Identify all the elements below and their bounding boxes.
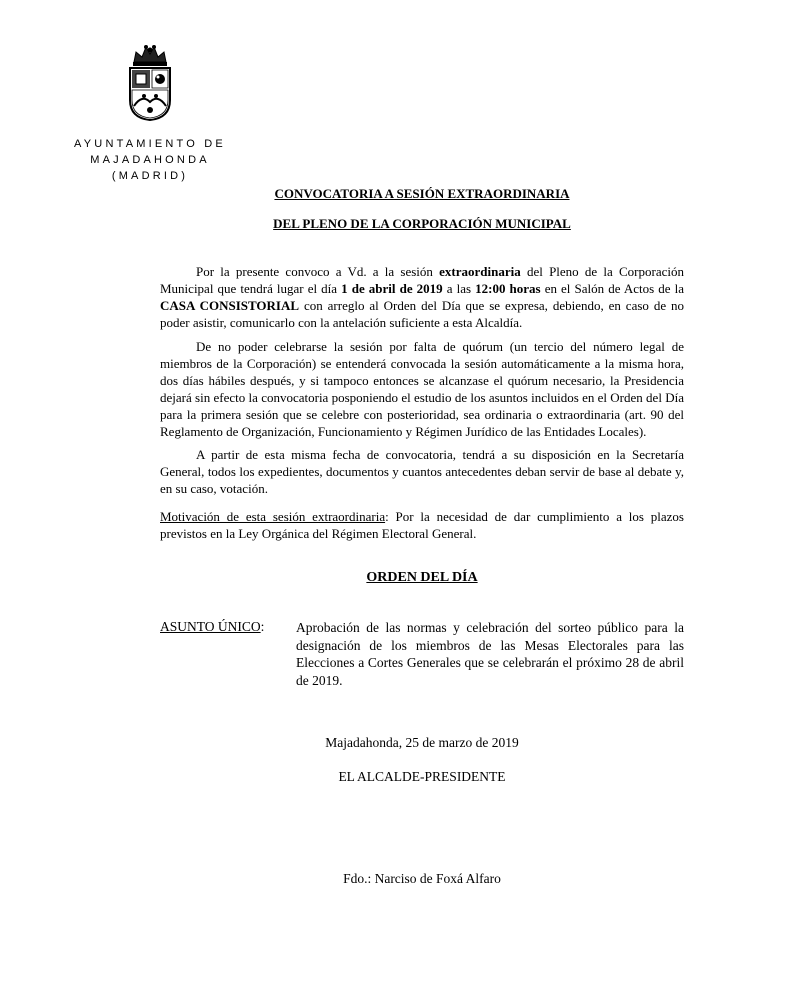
p1-text-g: en el Salón de Actos de la [540, 281, 684, 296]
municipality-line-3: (MADRID) [111, 170, 189, 182]
paragraph-documents [160, 446, 684, 497]
paragraph-convocation [160, 263, 684, 331]
document-title-line-1: CONVOCATORIA A SESIÓN EXTRAORDINARIA [274, 186, 570, 201]
paragraph-motivation [160, 508, 684, 542]
agenda-item-colon: : [260, 619, 265, 634]
p1-text-e: a las [442, 281, 476, 296]
p1-date: 1 de abril de 2019 [341, 281, 443, 296]
signatory-role: EL ALCALDE-PRESIDENTE [338, 769, 506, 784]
agenda-item-label-block [160, 619, 264, 635]
paragraph-quorum [160, 338, 684, 440]
p1-text-i: con arreglo al Orden del Día que se expresa, debiendo, en caso de no poder asistir, comunicarlo con la antelación suficiente a esta Alcaldía. [160, 298, 684, 330]
p1-text-c: del Pleno de la Corporación Municipal que tendrá lugar el día [160, 264, 684, 296]
motivation-label: Motivación de esta sesión extraordinaria [160, 509, 386, 524]
p1-venue: CASA CONSISTORIAL [160, 298, 300, 313]
document-title-line-2: DEL PLENO DE LA CORPORACIÓN MUNICIPAL [273, 216, 571, 231]
p3-text: A partir de esta misma fecha de convocatoria, tendrá a su disposición en la Secretaría General, todos los expedientes, documentos y cuantos antecedentes deban servir de base al debate y, en su caso, votación. [160, 447, 684, 496]
municipality-line-1: AYUNTAMIENTO DE [74, 138, 226, 150]
p1-session-type: extraordinaria [439, 264, 521, 279]
p1-time: 12:00 horas [475, 281, 541, 296]
coat-of-arms-icon [122, 44, 178, 122]
agenda-item-text: Aprobación de las normas y celebración del sorteo público para la designación de los miembros de las Mesas Electorales para las Elecciones a Cortes Generales que se celebrarán el próximo 28 de abril de 2019. [296, 620, 684, 688]
p2-text: De no poder celebrarse la sesión por falta de quórum (un tercio del número legal de miembros de la Corporación) se entenderá convocada la sesión automáticamente a la misma hora, dos días hábiles después, y si tampoco entonces se alcanzase el quórum necesario, la Presidencia dejará sin efecto la convocatoria posponiendo el estudio de los asuntos incluidos en el Orden del Día para la primera sesión que se celebre con posterioridad, sea ordinaria o extraordinaria (art. 90 del Reglamento de Organización, Funcionamiento y Régimen Jurídico de las Entidades Locales). [160, 339, 684, 439]
agenda-heading: ORDEN DEL DÍA [366, 570, 478, 585]
signature: Fdo.: Narciso de Foxá Alfaro [343, 871, 501, 886]
municipality-line-2: MAJADAHONDA [90, 154, 210, 166]
motivation-text: : Por la necesidad de dar cumplimiento a los plazos previstos en la Ley Orgánica del Régimen Electoral General. [160, 509, 684, 541]
place-date: Majadahonda, 25 de marzo de 2019 [325, 735, 519, 750]
agenda-item-label: ASUNTO ÚNICO [160, 619, 261, 634]
municipality-name [60, 136, 240, 184]
p1-text-a: Por la presente convoco a Vd. a la sesión [196, 264, 440, 279]
